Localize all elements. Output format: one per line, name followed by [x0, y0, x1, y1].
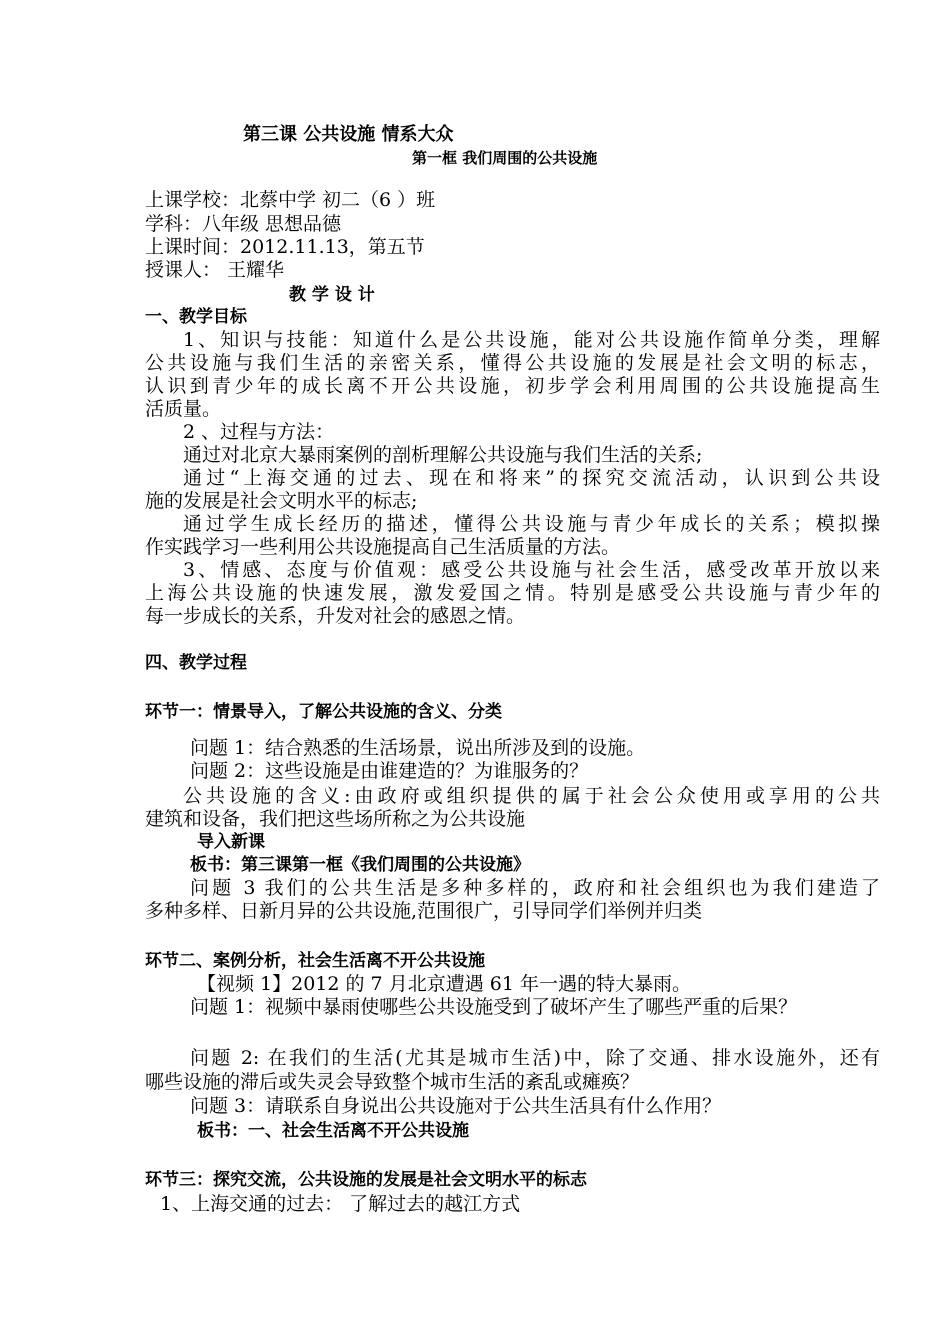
stage1-q3-line1: 问题 3 我们的公共生活是多种多样的，政府和社会组织也为我们建造了: [190, 877, 880, 899]
stage1-intro: 导入新课: [197, 832, 265, 852]
goals-p3-line2: 上海公共设施的快速发展，激发爱国之情。特别是感受公共设施与青少年的: [145, 582, 880, 604]
goals-p1-line1: 1、知识与技能：知道什么是公共设施，能对公共设施作简单分类，理解: [183, 329, 880, 351]
info-school: 上课学校：北蔡中学 初二（6 ）班: [145, 189, 436, 211]
goals-p2b-line1: 通过“上海交通的过去、现在和将来”的探究交流活动，认识到公共设: [183, 467, 880, 489]
goals-p2c-line2: 作实践学习一些利用公共设施提高自己生活质量的方法。: [145, 536, 621, 558]
stage1-def-line2: 建筑和设备，我们把这些场所称之为公共设施: [145, 808, 526, 830]
stage2-video: 【视频 1】2012 的 7 月北京遭遇 61 年一遇的特大暴雨。: [197, 973, 691, 995]
stage1-def-line1: 公共设施的含义:由政府或组织提供的属于社会公众使用或享用的公共: [183, 785, 880, 807]
lesson-title: 第三课 公共设施 情系大众: [243, 124, 454, 145]
stage2-heading: 环节二、案例分析，社会生活离不开公共设施: [145, 951, 485, 971]
info-time: 上课时间：2012.11.13，第五节: [145, 236, 425, 258]
stage1-heading: 环节一：情景导入，了解公共设施的含义、分类: [145, 702, 502, 722]
goals-p3-line3: 每一步成长的关系，升发对社会的感恩之情。: [145, 605, 526, 627]
goals-p1-line3: 认识到青少年的成长离不开公共设施，初步学会利用周围的公共设施提高生: [145, 375, 880, 397]
goals-p1-line2: 公共设施与我们生活的亲密关系，懂得公共设施的发展是社会文明的标志，: [145, 352, 880, 374]
stage2-board: 板书：一、社会生活离不开公共设施: [197, 1121, 469, 1141]
goals-p2c-line1: 通过学生成长经历的描述，懂得公共设施与青少年成长的关系；模拟操: [183, 513, 880, 535]
goals-p1-line4: 活质量。: [145, 398, 222, 420]
stage2-q1: 问题 1：视频中暴雨使哪些公共设施受到了破坏产生了哪些严重的后果？: [190, 996, 798, 1018]
stage1-q2: 问题 2：这些设施是由谁建造的？为谁服务的？: [190, 760, 589, 782]
stage2-q3: 问题 3：请联系自身说出公共设施对于公共生活具有什么作用？: [190, 1095, 722, 1117]
goals-p2a: 通过对北京大暴雨案例的剖析理解公共设施与我们生活的关系;: [183, 444, 703, 466]
stage1-q1: 问题 1：结合熟悉的生活场景，说出所涉及到的设施。: [190, 737, 646, 759]
process-heading: 四、教学过程: [145, 653, 247, 673]
info-teacher: 授课人： 王耀华: [145, 259, 285, 281]
design-heading: 教 学 设 计: [289, 285, 375, 305]
goals-p3-line1: 3、情感、态度与价值观：感受公共设施与社会生活，感受改革开放以来: [183, 559, 880, 581]
info-subject: 学科：八年级 思想品德: [145, 213, 342, 235]
stage3-item1: 1、上海交通的过去： 了解过去的越江方式: [160, 1193, 521, 1215]
goals-p2b-line2: 施的发展是社会文明水平的标志;: [145, 490, 418, 512]
stage2-q2-line1: 问题 2: 在我们的生活(尤其是城市生活)中，除了交通、排水设施外，还有: [190, 1047, 880, 1069]
stage1-board: 板书：第三课第一框《我们周围的公共设施》: [190, 855, 530, 875]
goals-p2-title: 2 、过程与方法：: [183, 421, 335, 443]
goals-heading: 一、教学目标: [145, 307, 247, 327]
stage3-heading: 环节三：探究交流，公共设施的发展是社会文明水平的标志: [145, 1170, 587, 1190]
lesson-subtitle: 第一框 我们周围的公共设施: [412, 149, 598, 167]
stage2-q2-line2: 哪些设施的滞后或失灵会导致整个城市生活的紊乱或瘫痪？: [145, 1071, 640, 1093]
stage1-q3-line2: 多种多样、日新月异的公共设施,范围很广，引导同学们举例并归类: [145, 900, 703, 922]
